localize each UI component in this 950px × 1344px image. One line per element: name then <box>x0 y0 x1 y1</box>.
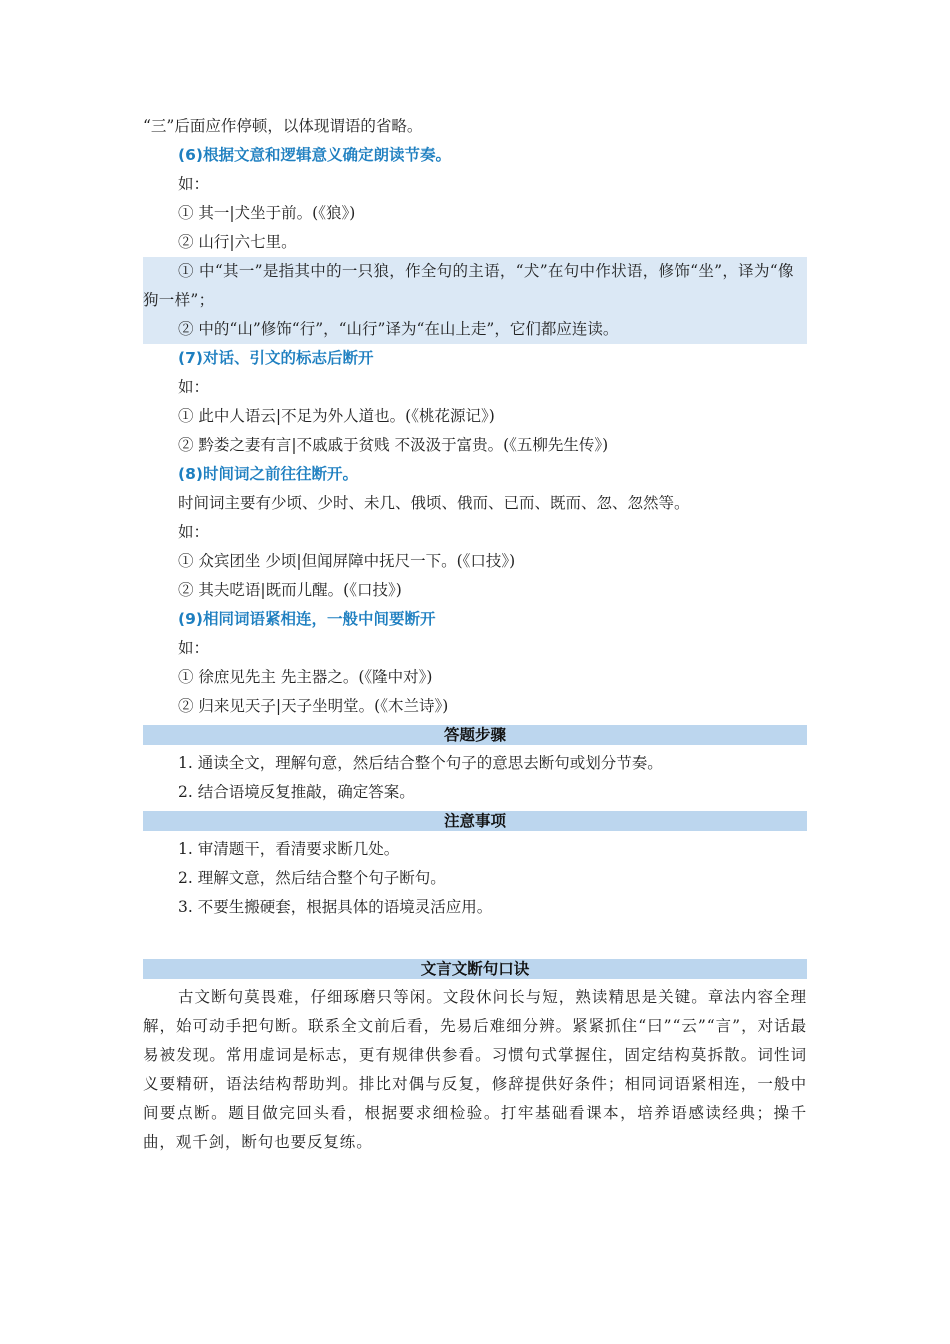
rule6-explanation-box <box>143 257 807 344</box>
rule6-example-1: ① 其一|犬坐于前。(《狼》) <box>178 204 356 222</box>
steps-section-title: 答题步骤 <box>143 725 807 745</box>
top-line: “三”后面应作停顿，以体现谓语的省略。 <box>143 117 423 135</box>
rule9-example-1: ① 徐庶见先主 先主器之。(《隆中对》) <box>178 668 433 686</box>
rule8-example-1: ① 众宾团坐 少顷|但闻屏障中抚尺一下。(《口技》) <box>178 552 516 570</box>
rule6-heading: (6)根据文意和逻辑意义确定朗读节奏。 <box>178 146 451 164</box>
document-page <box>143 112 807 1157</box>
notes-item-3: 3. 不要生搬硬套，根据具体的语境灵活应用。 <box>178 898 493 916</box>
rule7-example-2: ② 黔娄之妻有言|不戚戚于贫贱 不汲汲于富贵。(《五柳先生传》) <box>178 436 609 454</box>
rule6-note-2: ② 中的“山”修饰“行”，“山行”译为“在山上走”，它们都应连读。 <box>178 320 619 338</box>
rule8-heading: (8)时间词之前往往断开。 <box>178 465 358 483</box>
notes-section-title: 注意事项 <box>143 811 807 831</box>
rule8-description: 时间词主要有少顷、少时、未几、俄顷、俄而、已而、既而、忽、忽然等。 <box>178 494 690 512</box>
rule9-ru: 如： <box>178 639 210 657</box>
rhyme-paragraph: 古文断句莫畏难，仔细琢磨只等闲。文段休问长与短，熟读精思是关键。章法内容全理解，始可动手把句断。联系全文前后看，先易后难细分辨。紧紧抓住“曰”“云”“言”，对话最易被发现。常用虚词是标志，更有规律供参看。习惯句式掌握住，固定结构莫拆散。词性词义要精研，语法结构帮助判。排比对偶与反复，修辞提供好条件；相同词语紧相连，一般中间要点断。题目做完回头看，根据要求细检验。打牢基础看课本，培养语感读经典；操千曲，观千剑，断句也要反复练。 <box>143 988 807 1151</box>
rule8-ru: 如： <box>178 523 210 541</box>
rule6-note-1: ① 中“其一”是指其中的一只狼，作全句的主语，“犬”在句中作状语，修饰“坐”，译为“像狗一样”； <box>143 262 794 309</box>
notes-item-2: 2. 理解文意，然后结合整个句子断句。 <box>178 869 446 887</box>
rule7-heading: (7)对话、引文的标志后断开 <box>178 349 374 367</box>
rule9-example-2: ② 归来见天子|天子坐明堂。(《木兰诗》) <box>178 697 449 715</box>
spacer <box>143 922 807 955</box>
notes-item-1: 1. 审清题干，看清要求断几处。 <box>178 840 400 858</box>
rule7-example-1: ① 此中人语云|不足为外人道也。(《桃花源记》) <box>178 407 495 425</box>
rule7-ru: 如： <box>178 378 210 396</box>
rule9-heading: (9)相同词语紧相连，一般中间要断开 <box>178 610 436 628</box>
steps-item-1: 1. 通读全文，理解句意，然后结合整个句子的意思去断句或划分节奏。 <box>178 754 663 772</box>
rule6-ru: 如： <box>178 175 210 193</box>
rule6-example-2: ② 山行|六七里。 <box>178 233 297 251</box>
steps-item-2: 2. 结合语境反复推敲，确定答案。 <box>178 783 415 801</box>
rule8-example-2: ② 其夫呓语|既而儿醒。(《口技》) <box>178 581 402 599</box>
rhyme-section-title: 文言文断句口诀 <box>143 959 807 979</box>
